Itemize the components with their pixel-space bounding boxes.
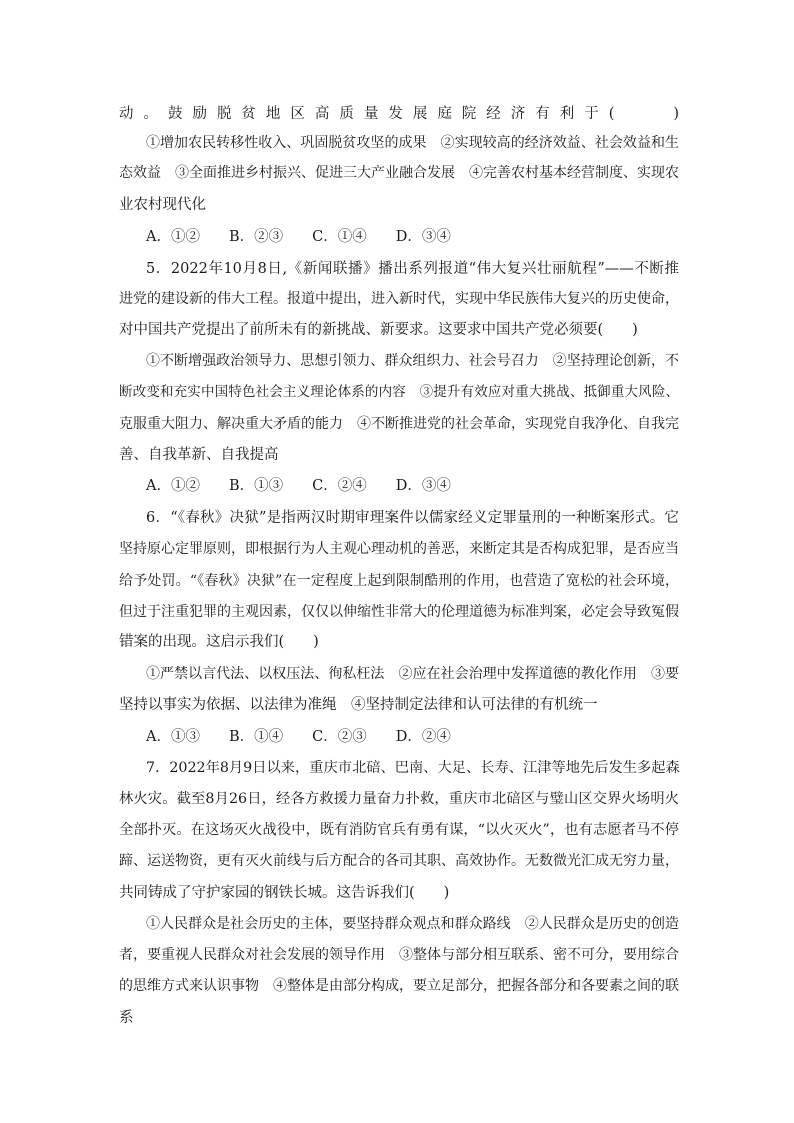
text-line-q6-stem: 坚持原心定罪原则，即根据行为人主观心理动机的善恶，来断定其是否构成犯罪，是否应当 bbox=[119, 541, 679, 557]
text-line-q5-options: A．①② B．①③ C．②④ D．③④ bbox=[146, 478, 451, 494]
text-line-q6-stem: 但过于注重犯罪的主观因素，仅仅以伸缩性非常大的伦理道德为标准判案，必定会导致冤假 bbox=[119, 604, 679, 620]
text-line-q7-statements: 的思维方式来认识事物 ④整体是由部分构成，要立足部分，把握各部分和各要素之间的联 bbox=[119, 978, 679, 994]
text-line-q6-stem: 错案的出现。这启示我们( ) bbox=[119, 634, 319, 650]
text-line-q7-stem: 蹄、运送物资，更有灭火前线与后方配合的各司其职、高效协作。无数微光汇成无穷力量， bbox=[119, 853, 679, 869]
text-line-q7-stem: 7．2022年8月9日以来，重庆市北碚、巴南、大足、长寿、江津等地先后发生多起森 bbox=[146, 760, 680, 776]
text-line-q5-stem: 5．2022年10月8日,《新闻联播》播出系列报道“伟大复兴壮丽航程”——不断推 bbox=[146, 261, 679, 277]
text-line-q6-statements: ①严禁以言代法、以权压法、徇私枉法 ②应在社会治理中发挥道德的教化作用 ③要 bbox=[146, 666, 679, 682]
text-line-q4-stem-end: 动。鼓励脱贫地区高质量发展庭院经济有利于( ) bbox=[119, 106, 679, 122]
text-line-q7-stem: 林火灾。截至8月26日，经各方救援力量奋力扑救，重庆市北碚区与璧山区交界火场明火 bbox=[119, 791, 679, 807]
text-line-q6-options: A．①③ B．①④ C．②③ D．②④ bbox=[146, 729, 451, 745]
text-line-q4-statements: ①增加农民转移性收入、巩固脱贫攻坚的成果 ②实现较高的经济效益、社会效益和生 bbox=[146, 135, 679, 151]
text-line-q6-stem: 给予处罚。“《春秋》决狱”在一定程度上起到限制酷刑的作用，也营造了宽松的社会环境， bbox=[119, 573, 679, 589]
text-line-q6-stem: 6．“《春秋》决狱”是指两汉时期审理案件以儒家经义定罪量刑的一种断案形式。它 bbox=[146, 510, 679, 526]
text-line-q7-statements: 者，要重视人民群众对社会发展的领导作用 ③整体与部分相互联系、密不可分，要用综合 bbox=[119, 947, 679, 963]
text-line-q5-stem: 对中国共产党提出了前所未有的新挑战、新要求。这要求中国共产党必须要( ) bbox=[119, 322, 638, 338]
text-line-q5-statements: 断改变和充实中国特色社会主义理论体系的内容 ③提升有效应对重大挑战、抵御重大风险、 bbox=[119, 384, 679, 400]
text-line-q5-statements: 克服重大阻力、解决重大矛盾的能力 ④不断推进党的社会革命，实现党自我净化、自我完 bbox=[119, 416, 679, 432]
text-line-q7-statements: ①人民群众是社会历史的主体，要坚持群众观点和群众路线 ②人民群众是历史的创造 bbox=[146, 916, 679, 932]
text-line-q4-options: A．①② B．②③ C．①④ D．③④ bbox=[146, 229, 451, 245]
text-line-q7-statements: 系 bbox=[119, 1010, 134, 1026]
text-line-q5-statements: 善、自我革新、自我提高 bbox=[119, 447, 279, 463]
text-line-q5-statements: ①不断增强政治领导力、思想引领力、群众组织力、社会号召力 ②坚持理论创新，不 bbox=[146, 353, 679, 369]
text-line-q5-stem: 进党的建设新的伟大工程。报道中提出，进入新时代，实现中华民族伟大复兴的历史使命， bbox=[119, 291, 679, 307]
text-line-q4-statements: 业农村现代化 bbox=[119, 197, 206, 213]
text-line-q6-statements: 坚持以事实为依据、以法律为准绳 ④坚持制定法律和认可法律的有机统一 bbox=[119, 697, 598, 713]
text-line-q7-stem: 共同铸成了守护家园的钢铁长城。这告诉我们( ) bbox=[119, 885, 450, 901]
text-line-q4-statements: 态效益 ③全面推进乡村振兴、促进三大产业融合发展 ④完善农村基本经营制度、实现农 bbox=[119, 165, 679, 181]
text-line-q7-stem: 全部扑灭。在这场灭火战役中，既有消防官兵有勇有谋，“以火灭火”，也有志愿者马不停 bbox=[119, 822, 679, 838]
